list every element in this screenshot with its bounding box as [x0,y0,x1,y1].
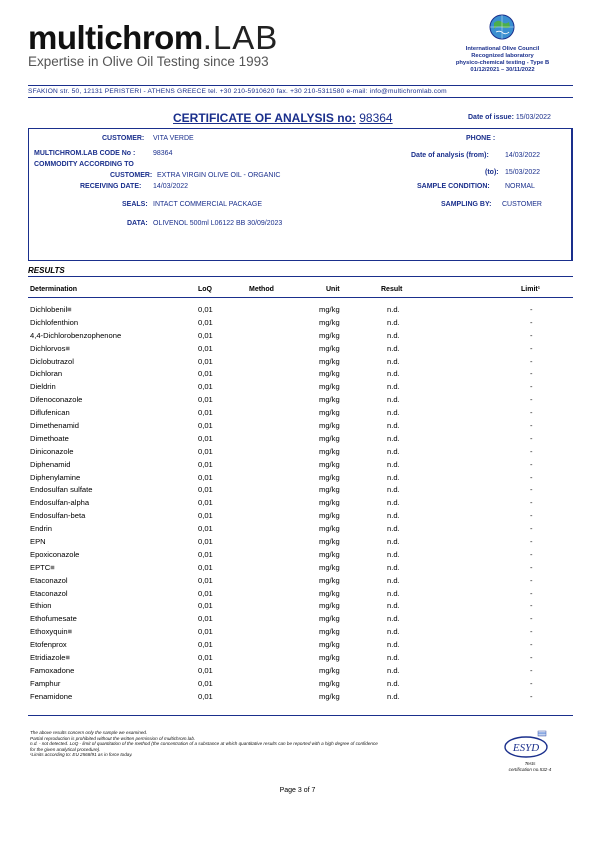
determination-cell: Ethofumesate [30,614,77,624]
result-cell: n.d. [387,562,400,572]
loq-cell: 0,01 [198,498,213,508]
determination-cell: Fenamidone [30,691,73,701]
table-row [28,305,573,318]
table-row [28,382,573,395]
unit-cell: mg/kg [319,640,340,650]
footnote: n.d. - not detected. LoQ - limit of quantitation of the method (the concentration of a substance at which quantitative results can be reported with a high degree of confidence [30,741,378,747]
unit-cell: mg/kg [319,317,340,327]
data-value: OLIVENOL 500ml L06122 BB 30/09/2023 [153,220,283,227]
limit-cell: - [530,665,533,675]
unit-cell: mg/kg [319,343,340,353]
unit-cell: mg/kg [319,653,340,663]
page-number: Page 3 of 7 [279,787,316,794]
unit-cell: mg/kg [319,459,340,469]
table-row [28,447,573,460]
limit-cell: - [530,330,533,340]
unit-cell: mg/kg [319,524,340,534]
determination-cell: Dichlofenthion [30,317,79,327]
table-row [28,460,573,473]
unit-cell: mg/kg [319,305,340,314]
footnote: The above results concern only the sample we examined. [30,730,148,735]
unit-cell: mg/kg [319,356,340,366]
loq-cell: 0,01 [198,472,213,482]
result-cell: n.d. [387,459,400,469]
loq-cell: 0,01 [198,588,213,598]
table-row [28,511,573,524]
result-cell: n.d. [387,614,400,624]
limit-cell: - [530,640,533,650]
condition-label: SAMPLE CONDITION: [417,183,490,190]
sample-info-box [28,128,573,261]
determination-cell: Etaconazol [30,588,68,598]
analysis-to-value: 15/03/2022 [505,169,541,176]
esyd-certification [490,761,570,772]
unit-cell: mg/kg [319,614,340,624]
esyd-line: Tests [524,761,536,766]
result-cell: n.d. [387,588,400,598]
limit-cell: - [530,485,533,495]
table-row [28,576,573,589]
result-cell: n.d. [387,601,400,611]
table-row [28,666,573,679]
loq-cell: 0,01 [198,678,213,688]
issue-date-value: 15/03/2022 [515,114,551,121]
sampling-label: SAMPLING BY: [441,201,492,208]
customer-label: CUSTOMER: [102,135,145,142]
unit-cell: mg/kg [319,537,340,547]
ioc-recognition [420,46,585,74]
result-cell: n.d. [387,472,400,482]
loq-cell: 0,01 [198,421,213,431]
determination-cell: Ethoxyquin≡ [30,627,73,637]
determination-cell: Endosulfan-alpha [30,498,90,508]
unit-cell: mg/kg [319,498,340,508]
table-row [28,344,573,357]
limit-cell: - [530,653,533,663]
result-cell: n.d. [387,665,400,675]
determination-cell: Dichloran [30,369,63,379]
ioc-line: Recognized laboratory [471,53,534,59]
unit-cell: mg/kg [319,421,340,431]
ioc-line: 01/12/2021 – 30/11/2022 [470,67,535,73]
code-label: MULTICHROM.LAB CODE No : [34,150,136,157]
result-cell: n.d. [387,691,400,701]
result-cell: n.d. [387,433,400,443]
commodity-label-2: CUSTOMER: [110,172,153,179]
loq-cell: 0,01 [198,511,213,521]
loq-cell: 0,01 [198,459,213,469]
seals-label: SEALS: [122,201,148,208]
limit-cell: - [530,472,533,482]
unit-cell: mg/kg [319,678,340,688]
limit-cell: - [530,511,533,521]
limit-cell: - [530,691,533,701]
results-bottom-rule [28,715,573,716]
loq-cell: 0,01 [198,653,213,663]
commodity-value: EXTRA VIRGIN OLIVE OIL - ORGANIC [157,172,281,179]
condition-value: NORMAL [505,183,535,190]
loq-cell: 0,01 [198,408,213,418]
col-limit: Limit¹ [521,286,541,293]
footnotes [30,730,490,758]
loq-cell: 0,01 [198,369,213,379]
limit-cell: - [530,305,533,314]
certificate-title [173,111,393,125]
determination-cell: Difenoconazole [30,395,83,405]
table-row [28,640,573,653]
header-rule [28,297,573,298]
loq-cell: 0,01 [198,356,213,366]
analysis-to-label: (to): [485,169,499,176]
determination-cell: Dimethenamid [30,421,79,431]
loq-cell: 0,01 [198,665,213,675]
result-cell: n.d. [387,446,400,456]
brand-tagline: Expertise in Olive Oil Testing since 1993 [28,54,269,69]
loq-cell: 0,01 [198,317,213,327]
result-cell: n.d. [387,395,400,405]
result-cell: n.d. [387,498,400,508]
limit-cell: - [530,549,533,559]
result-cell: n.d. [387,382,400,392]
determination-cell: Diphenylamine [30,472,81,482]
table-row [28,524,573,537]
analysis-from-value: 14/03/2022 [505,152,541,159]
result-cell: n.d. [387,524,400,534]
loq-cell: 0,01 [198,549,213,559]
determination-cell: Dimethoate [30,433,69,443]
col-unit: Unit [326,286,340,293]
table-row [28,408,573,421]
loq-cell: 0,01 [198,395,213,405]
table-row [28,357,573,370]
customer-value: VITA VERDE [153,135,194,142]
result-cell: n.d. [387,575,400,585]
limit-cell: - [530,537,533,547]
unit-cell: mg/kg [319,408,340,418]
brand-name: multichrom [28,19,203,56]
determination-cell: Etaconazol [30,575,68,585]
table-row [28,653,573,666]
determination-cell: Dichlorvos≡ [30,343,70,353]
result-cell: n.d. [387,640,400,650]
data-label: DATA: [127,220,148,227]
limit-cell: - [530,614,533,624]
table-row [28,318,573,331]
brand-suffix: .LAB [202,19,279,56]
limit-cell: - [530,369,533,379]
issue-date [468,114,551,121]
result-cell: n.d. [387,408,400,418]
result-cell: n.d. [387,485,400,495]
loq-cell: 0,01 [198,627,213,637]
unit-cell: mg/kg [319,627,340,637]
loq-cell: 0,01 [198,485,213,495]
col-method: Method [249,286,274,293]
unit-cell: mg/kg [319,562,340,572]
unit-cell: mg/kg [319,446,340,456]
ioc-line: physico-chemical testing - Type B [455,60,550,66]
limit-cell: - [530,395,533,405]
unit-cell: mg/kg [319,395,340,405]
limit-cell: - [530,446,533,456]
determination-cell: Dichlobenil≡ [30,305,72,314]
limit-cell: - [530,627,533,637]
loq-cell: 0,01 [198,446,213,456]
footnote: Partial reproduction is prohibited without the written permission of multichrom.lab. [30,735,196,741]
unit-cell: mg/kg [319,433,340,443]
determination-cell: Dieldrin [30,382,56,392]
limit-cell: - [530,356,533,366]
determination-cell: Diflufenican [30,408,70,418]
table-row [28,692,573,705]
unit-cell: mg/kg [319,330,340,340]
determination-cell: 4,4-Dichlorobenzophenone [30,330,122,340]
limit-cell: - [530,524,533,534]
loq-cell: 0,01 [198,433,213,443]
unit-cell: mg/kg [319,575,340,585]
limit-cell: - [530,498,533,508]
result-cell: n.d. [387,305,400,314]
determination-cell: EPN [30,537,46,547]
brand-logo [28,20,278,56]
determination-cell: Diphenamid [30,459,71,469]
determination-cell: Famphur [30,678,61,688]
unit-cell: mg/kg [319,472,340,482]
result-cell: n.d. [387,421,400,431]
limit-cell: - [530,601,533,611]
determination-cell: Etridiazole≡ [30,653,70,663]
table-row [28,589,573,602]
loq-cell: 0,01 [198,575,213,585]
determination-cell: Diniconazole [30,446,74,456]
determination-cell: Ethion [30,601,52,611]
sampling-value: CUSTOMER [502,201,542,208]
result-cell: n.d. [387,343,400,353]
limit-cell: - [530,562,533,572]
limit-cell: - [530,317,533,327]
loq-cell: 0,01 [198,562,213,572]
result-cell: n.d. [387,627,400,637]
limit-cell: - [530,343,533,353]
unit-cell: mg/kg [319,549,340,559]
unit-cell: mg/kg [319,601,340,611]
limit-cell: - [530,433,533,443]
result-cell: n.d. [387,356,400,366]
col-determination: Determination [30,286,78,293]
esyd-logo-text: ESYD [512,742,540,754]
esyd-line: certification no.532-4 [508,766,552,772]
loq-cell: 0,01 [198,640,213,650]
limit-cell: - [530,459,533,469]
determination-cell: Endosulfan sulfate [30,485,93,495]
unit-cell: mg/kg [319,485,340,495]
certificate-number: 98364 [359,111,393,125]
receiving-label: RECEIVING DATE: [80,183,142,190]
limit-cell: - [530,408,533,418]
table-row [28,421,573,434]
footnote: ¹Limits according to: EU 2568/91 as in force today. [30,752,133,758]
loq-cell: 0,01 [198,382,213,392]
table-row [28,434,573,447]
result-cell: n.d. [387,678,400,688]
unit-cell: mg/kg [319,691,340,701]
certificate-title-text: CERTIFICATE OF ANALYSIS no: [173,111,356,125]
unit-cell: mg/kg [319,511,340,521]
unit-cell: mg/kg [319,588,340,598]
lab-address: SFAKION str. 50, 12131 PERISTERI - ATHENS GREECE tel. +30 210-5910620 fax. +30 210-5311580 e-mail: info@multichromlab.com [28,85,573,98]
loq-cell: 0,01 [198,305,213,314]
results-table [28,305,573,705]
table-row [28,369,573,382]
result-cell: n.d. [387,537,400,547]
result-cell: n.d. [387,369,400,379]
result-cell: n.d. [387,511,400,521]
determination-cell: Endosulfan-beta [30,511,86,521]
unit-cell: mg/kg [319,665,340,675]
loq-cell: 0,01 [198,330,213,340]
table-row [28,498,573,511]
loq-cell: 0,01 [198,537,213,547]
ioc-line: International Olive Council [465,46,540,52]
determination-cell: Epoxiconazole [30,549,80,559]
col-loq: LoQ [198,286,212,293]
phone-label: PHONE : [466,135,496,142]
table-row [28,627,573,640]
table-row [28,485,573,498]
limit-cell: - [530,588,533,598]
results-heading: RESULTS [28,266,65,275]
ioc-globe-icon [488,13,516,41]
table-row [28,679,573,692]
code-value: 98364 [153,150,173,157]
limit-cell: - [530,575,533,585]
determination-cell: Etofenprox [30,640,67,650]
table-row [28,601,573,614]
result-cell: n.d. [387,653,400,663]
determination-cell: EPTC≡ [30,562,55,572]
determination-cell: Endrin [30,524,52,534]
receiving-value: 14/03/2022 [153,183,189,190]
commodity-label-1: COMMODITY ACCORDING TO [34,161,134,168]
table-row [28,550,573,563]
limit-cell: - [530,421,533,431]
esyd-accreditation-logo [502,730,550,760]
loq-cell: 0,01 [198,343,213,353]
footnote: for the given analytical procedure). [30,746,101,752]
issue-date-label: Date of issue: [468,114,514,121]
unit-cell: mg/kg [319,369,340,379]
table-row [28,331,573,344]
unit-cell: mg/kg [319,382,340,392]
analysis-from-label: Date of analysis (from): [411,152,489,159]
determination-cell: Famoxadone [30,665,75,675]
table-row [28,614,573,627]
result-cell: n.d. [387,549,400,559]
results-top-rule [28,276,573,277]
table-row [28,473,573,486]
loq-cell: 0,01 [198,601,213,611]
table-row [28,563,573,576]
result-cell: n.d. [387,317,400,327]
seals-value: INTACT COMMERCIAL PACKAGE [153,201,263,208]
col-result: Result [381,286,403,293]
limit-cell: - [530,678,533,688]
limit-cell: - [530,382,533,392]
loq-cell: 0,01 [198,524,213,534]
result-cell: n.d. [387,330,400,340]
loq-cell: 0,01 [198,691,213,701]
table-row [28,537,573,550]
determination-cell: Diclobutrazol [30,356,74,366]
loq-cell: 0,01 [198,614,213,624]
table-row [28,395,573,408]
